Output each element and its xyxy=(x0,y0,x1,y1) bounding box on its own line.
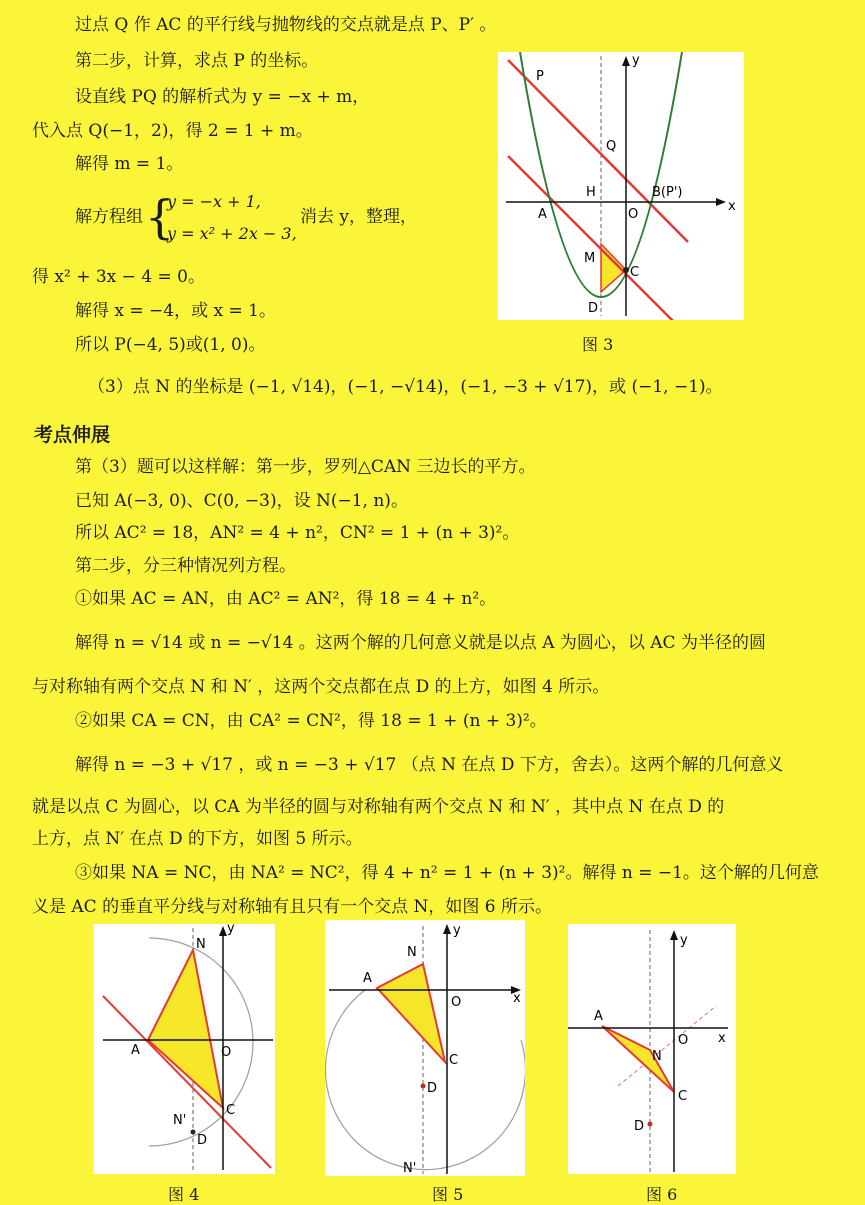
label-y: y xyxy=(453,923,461,938)
label-x: x xyxy=(513,991,521,1006)
figure-4-caption: 图 4 xyxy=(168,1185,200,1204)
figure-6-caption: 图 6 xyxy=(646,1185,678,1204)
label-d: D xyxy=(588,301,599,316)
label-q: Q xyxy=(606,139,617,154)
label-n-prime: N' xyxy=(173,1113,187,1128)
line-ac xyxy=(508,156,688,320)
text-line-12: 已知 A(−3, 0)、C(0, −3)，设 N(−1, n)。 xyxy=(75,491,408,511)
figure-6 xyxy=(568,924,736,1174)
text-line-14: 第二步，分三种情况列方程。 xyxy=(75,556,296,576)
label-y: y xyxy=(680,933,688,948)
label-d: D xyxy=(197,1133,208,1148)
label-o: O xyxy=(221,1045,232,1060)
label-a: A xyxy=(594,1009,603,1024)
figure-4-diagram xyxy=(93,924,275,1174)
text-line-13: 所以 AC² = 18，AN² = 4 + n²，CN² = 1 + (n + 3)²。 xyxy=(75,523,520,543)
section-heading: 考点伸展 xyxy=(34,424,111,446)
text-line-19: 解得 n = −3 + √17 ，或 n = −3 + √17 （点 N 在点 D 下方，舍去）。这两个解的几何意义 xyxy=(75,755,784,775)
figure-3-caption: 图 3 xyxy=(582,335,614,354)
label-h: H xyxy=(586,185,596,200)
label-d: D xyxy=(427,1081,438,1096)
label-o: O xyxy=(678,1033,689,1048)
system-conclusion: 消去 y，整理， xyxy=(300,207,418,227)
x-axis-arrow xyxy=(716,198,726,206)
label-c: C xyxy=(630,265,640,280)
text-line-8: 解得 x = −4，或 x = 1。 xyxy=(75,301,276,321)
label-c: C xyxy=(449,1053,459,1068)
text-line-2: 第二步，计算，求点 P 的坐标。 xyxy=(75,51,319,71)
line-pq xyxy=(508,60,688,242)
point-d xyxy=(648,1122,653,1127)
label-n: N xyxy=(652,1049,662,1064)
label-y: y xyxy=(227,924,235,936)
text-line-11: 第（3）题可以这样解：第一步，罗列△CAN 三边长的平方。 xyxy=(75,457,536,477)
text-line-22: ③如果 NA = NC，由 NA² = NC²，得 4 + n² = 1 + (n + 3)²。解得 n = −1。这个解的几何意 xyxy=(75,863,819,883)
label-n: N xyxy=(196,937,206,952)
label-y: y xyxy=(632,53,640,68)
y-axis-arrow xyxy=(443,924,451,934)
label-x: x xyxy=(718,1031,726,1046)
text-line-15: ①如果 AC = AN，由 AC² = AN²，得 18 = 4 + n²。 xyxy=(75,589,497,609)
y-axis-arrow xyxy=(622,56,630,66)
text-line-3: 设直线 PQ 的解析式为 y = −x + m， xyxy=(75,87,370,107)
text-line-20: 就是以点 C 为圆心，以 CA 为半径的圆与对称轴有两个交点 N 和 N′ ，其中点 N 在点 D 的 xyxy=(32,797,725,817)
triangle-can xyxy=(377,964,445,1062)
label-b: B(P') xyxy=(652,185,683,200)
text-line-4: 代入点 Q(−1，2)，得 2 = 1 + m。 xyxy=(32,121,313,141)
label-c: C xyxy=(226,1103,236,1118)
y-axis-arrow xyxy=(219,926,227,936)
figure-3-diagram xyxy=(498,52,744,320)
triangle-can xyxy=(602,1026,674,1092)
figure-4 xyxy=(93,924,275,1174)
text-line-16: 解得 n = √14 或 n = −√14 。这两个解的几何意义就是以点 A 为圆心，以 AC 为半径的圆 xyxy=(75,633,766,653)
label-o: O xyxy=(451,995,462,1010)
text-line-23: 义是 AC 的垂直平分线与对称轴有且只有一个交点 N，如图 6 所示。 xyxy=(32,897,552,917)
point-d xyxy=(421,1084,426,1089)
text-line-21: 上方，点 N′ 在点 D 的下方，如图 5 所示。 xyxy=(32,829,363,849)
figure-5 xyxy=(325,920,525,1176)
figure-5-caption: 图 5 xyxy=(432,1185,464,1204)
equation-system xyxy=(75,190,418,250)
label-a: A xyxy=(538,207,547,222)
text-line-10: （3）点 N 的坐标是 (−1, √14)，(−1, −√14)，(−1, −3 + √17)，或 (−1, −1)。 xyxy=(88,377,723,397)
label-p: P xyxy=(536,69,544,84)
figure-5-diagram xyxy=(325,920,525,1176)
point-c xyxy=(623,267,629,273)
label-a: A xyxy=(131,1043,140,1058)
label-o: O xyxy=(628,207,639,222)
text-line-18: ②如果 CA = CN，由 CA² = CN²，得 18 = 1 + (n + 3)²。 xyxy=(75,711,547,731)
text-line-17: 与对称轴有两个交点 N 和 N′ ，这两个交点都在点 D 的上方，如图 4 所示。 xyxy=(32,677,610,697)
label-c: C xyxy=(678,1089,688,1104)
system-equation-2: y = x² + 2x − 3, xyxy=(167,224,297,243)
text-line-5: 解得 m = 1。 xyxy=(75,154,184,174)
label-n-prime: N' xyxy=(403,1161,417,1176)
system-brace: { xyxy=(145,190,175,244)
label-a: A xyxy=(363,971,372,986)
text-line-9: 所以 P(−4, 5)或(1, 0)。 xyxy=(75,335,266,355)
text-line-1: 过点 Q 作 AC 的平行线与抛物线的交点就是点 P、P′ 。 xyxy=(75,15,497,35)
label-n: N xyxy=(407,945,417,960)
label-x: x xyxy=(728,199,736,214)
label-m: M xyxy=(584,251,596,266)
label-d: D xyxy=(634,1119,645,1134)
y-axis-arrow xyxy=(670,930,678,940)
text-line-7: 得 x² + 3x − 4 = 0。 xyxy=(32,267,205,287)
point-d xyxy=(191,1130,196,1135)
figure-3 xyxy=(498,52,744,320)
triangle-can xyxy=(148,950,223,1108)
system-intro: 解方程组 xyxy=(75,207,143,227)
system-equation-1: y = −x + 1, xyxy=(167,192,261,211)
figure-6-diagram xyxy=(568,924,736,1174)
